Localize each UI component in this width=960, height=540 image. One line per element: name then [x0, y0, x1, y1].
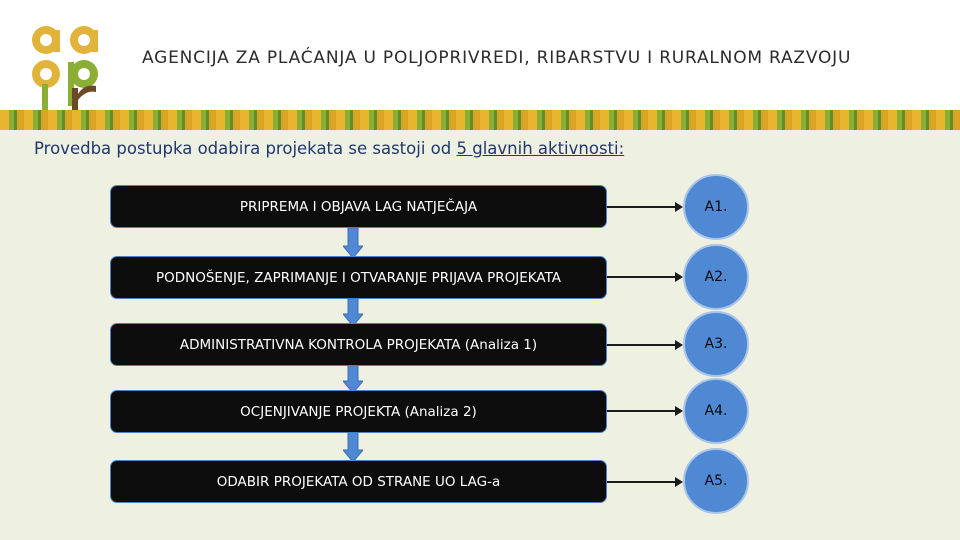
flow-arrow-4-5 — [343, 432, 363, 462]
activity-box-a1: PRIPREMA I OBJAVA LAG NATJEČAJA — [110, 185, 607, 228]
page-subtitle — [34, 139, 624, 158]
activity-code-a4: A4. — [683, 378, 749, 444]
flow-arrow-1-2 — [343, 228, 363, 258]
subtitle-underlined: 5 glavnih aktivnosti — [456, 139, 619, 158]
activity-code-a2: A2. — [683, 244, 749, 310]
decorative-stripe — [0, 110, 960, 130]
header-bar — [0, 0, 960, 112]
activity-box-a4: OCJENJIVANJE PROJEKTA (Analiza 2) — [110, 390, 607, 433]
connector-arrow-a1 — [607, 206, 681, 208]
activity-code-a3: A3. — [683, 311, 749, 377]
agency-name: AGENCIJA ZA PLAĆANJA U POLJOPRIVREDI, RIBARSTVU I RURALNOM RAZVOJU — [142, 48, 852, 68]
activity-box-a5: ODABIR PROJEKATA OD STRANE UO LAG-a — [110, 460, 607, 503]
connector-arrow-a4 — [607, 410, 681, 412]
connector-arrow-a5 — [607, 481, 681, 483]
connector-arrow-a3 — [607, 344, 681, 346]
flow-arrow-2-3 — [343, 298, 363, 326]
connector-arrow-a2 — [607, 276, 681, 278]
flow-arrow-3-4 — [343, 365, 363, 393]
subtitle-suffix: : — [618, 139, 625, 158]
activity-box-a2: PODNOŠENJE, ZAPRIMANJE I OTVARANJE PRIJAVA PROJEKATA — [110, 256, 607, 299]
subtitle-prefix: Provedba postupka odabira projekata se sastoji od — [34, 139, 457, 158]
apr-logo — [24, 22, 110, 114]
activity-box-a3: ADMINISTRATIVNA KONTROLA PROJEKATA (Analiza 1) — [110, 323, 607, 366]
activity-code-a5: A5. — [683, 448, 749, 514]
activity-code-a1: A1. — [683, 174, 749, 240]
